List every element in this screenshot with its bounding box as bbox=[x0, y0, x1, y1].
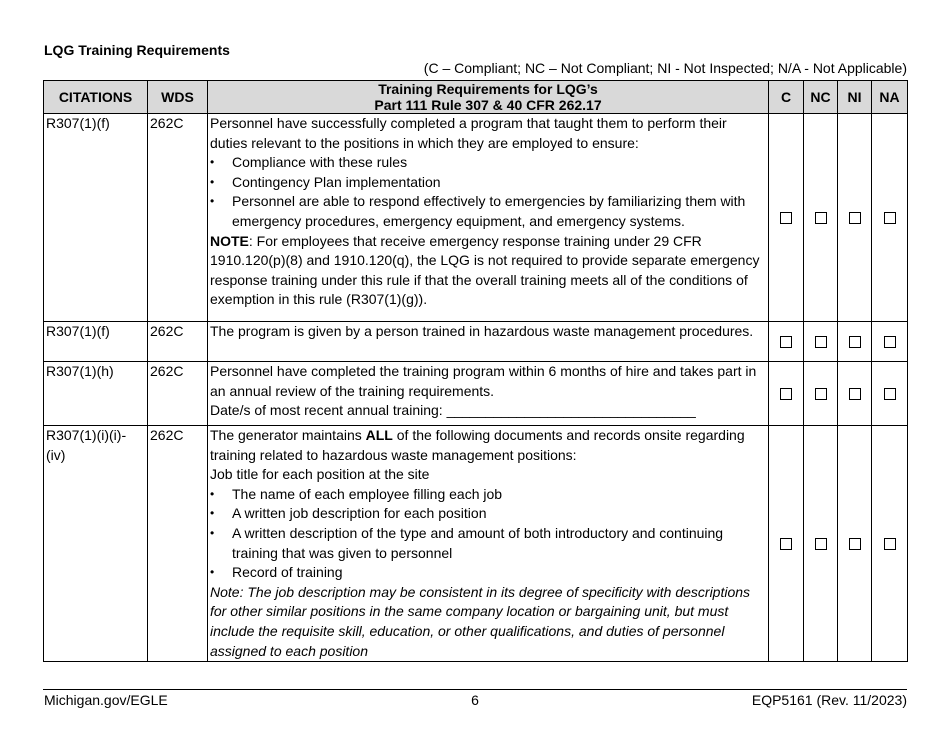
checkbox-icon bbox=[780, 212, 792, 224]
checkbox-c[interactable] bbox=[769, 322, 804, 362]
compliance-legend: (C – Compliant; NC – Not Compliant; NI - Not Inspected; N/A - Not Applicable) bbox=[423, 60, 907, 76]
checkbox-ni[interactable] bbox=[838, 426, 872, 662]
table-row bbox=[44, 114, 908, 322]
footer-page-number: 6 bbox=[471, 692, 479, 708]
citation-cell: R307(1)(f) bbox=[44, 322, 148, 362]
intro-pre: The generator maintains bbox=[210, 427, 366, 443]
footer-website: Michigan.gov/EGLE bbox=[44, 692, 168, 708]
list-item: • Record of training bbox=[232, 563, 766, 583]
checkbox-ni[interactable] bbox=[838, 322, 872, 362]
wds-cell: 262C bbox=[148, 426, 208, 662]
header-wds: WDS bbox=[148, 81, 208, 114]
citation-cell: R307(1)(i)(i)-(iv) bbox=[44, 426, 148, 662]
requirement-text: Personnel have completed the training program within 6 months of hire and takes part in an annual review of the training requirements. bbox=[210, 363, 757, 399]
requirement-note: Note: The job description may be consistent in its degree of specificity with descriptions for other similar positions in the same company location or bargaining unit, but must include the requisite skill, education, or other qualifications, and duties of personnel assigned to each position bbox=[210, 583, 751, 659]
checkbox-c[interactable] bbox=[769, 362, 804, 426]
footer-form-number: EQP5161 (Rev. 11/2023) bbox=[751, 692, 907, 708]
checkbox-icon bbox=[815, 538, 827, 550]
checkbox-nc[interactable] bbox=[804, 114, 838, 322]
list-item: • Compliance with these rules bbox=[232, 153, 766, 173]
header-ni: NI bbox=[838, 81, 872, 114]
requirement-cell bbox=[208, 114, 769, 322]
checkbox-icon bbox=[849, 388, 861, 400]
checkbox-c[interactable] bbox=[769, 426, 804, 662]
wds-cell: 262C bbox=[148, 322, 208, 362]
list-item: • Personnel are able to respond effectively to emergencies by familiarizing them with emergency procedures, emergency equipment, and emergency systems. bbox=[232, 192, 766, 231]
checkbox-na[interactable] bbox=[872, 426, 908, 662]
table-row bbox=[44, 322, 908, 362]
requirement-intro: Personnel have successfully completed a program that taught them to perform their duties relevant to the positions in which they are employed to ensure: bbox=[210, 115, 727, 151]
intro-bold: ALL bbox=[365, 427, 393, 443]
requirement-note bbox=[210, 232, 766, 310]
annual-training-date-field[interactable]: Date/s of most recent annual training: ________________________________ bbox=[210, 402, 696, 419]
wds-cell: 262C bbox=[148, 114, 208, 322]
wds-cell: 262C bbox=[148, 362, 208, 426]
list-item: • A written job description for each position bbox=[232, 504, 766, 524]
checkbox-c[interactable] bbox=[769, 114, 804, 322]
footer-divider bbox=[43, 689, 907, 690]
checkbox-ni[interactable] bbox=[838, 114, 872, 322]
checkbox-na[interactable] bbox=[872, 114, 908, 322]
checkbox-icon bbox=[849, 212, 861, 224]
intro-post: of the following documents and records onsite regarding training related to hazardous waste management positions: bbox=[210, 427, 745, 463]
header-c: C bbox=[769, 81, 804, 114]
page-title: LQG Training Requirements bbox=[44, 42, 230, 58]
table-row bbox=[44, 426, 908, 662]
checkbox-icon bbox=[815, 212, 827, 224]
requirement-intro bbox=[210, 426, 766, 465]
list-item: • The name of each employee filling each job bbox=[232, 485, 766, 505]
header-nc: NC bbox=[804, 81, 838, 114]
list-item: • Contingency Plan implementation bbox=[232, 173, 766, 193]
checkbox-icon bbox=[884, 336, 896, 348]
checkbox-icon bbox=[849, 336, 861, 348]
note-label: NOTE bbox=[210, 232, 249, 249]
header-requirements-line1: Training Requirements for LQG’s bbox=[378, 81, 598, 97]
checkbox-nc[interactable] bbox=[804, 362, 838, 426]
note-text: : For employees that receive emergency response training under 29 CFR 1910.120(p)(8) and 1910.120(q), the LQG is not required to provide separate emergency response training under this rule if that the overall training meets all of the conditions of exemption in this rule (R307(1)(g)). bbox=[210, 232, 760, 308]
job-title-line: Job title for each position at the site bbox=[210, 466, 430, 483]
header-requirements-line2: Part 111 Rule 307 & 40 CFR 262.17 bbox=[374, 97, 602, 113]
checkbox-icon bbox=[884, 388, 896, 400]
requirement-cell bbox=[208, 426, 769, 662]
checkbox-nc[interactable] bbox=[804, 322, 838, 362]
checkbox-icon bbox=[884, 538, 896, 550]
checkbox-icon bbox=[780, 538, 792, 550]
header-na: NA bbox=[872, 81, 908, 114]
header-citations: CITATIONS bbox=[44, 81, 148, 114]
requirement-cell bbox=[208, 362, 769, 426]
citation-cell: R307(1)(f) bbox=[44, 114, 148, 322]
checkbox-icon bbox=[780, 336, 792, 348]
checkbox-na[interactable] bbox=[872, 322, 908, 362]
requirement-cell: The program is given by a person trained in hazardous waste management procedures. bbox=[208, 322, 769, 362]
checkbox-na[interactable] bbox=[872, 362, 908, 426]
list-item: • A written description of the type and amount of both introductory and continuing training that was given to personnel bbox=[232, 524, 766, 563]
checkbox-icon bbox=[780, 388, 792, 400]
table-header-row bbox=[44, 81, 908, 114]
checkbox-icon bbox=[815, 388, 827, 400]
checkbox-icon bbox=[849, 538, 861, 550]
checkbox-nc[interactable] bbox=[804, 426, 838, 662]
requirement-bullets bbox=[210, 153, 766, 231]
training-requirements-table bbox=[43, 80, 908, 662]
requirement-bullets bbox=[210, 485, 766, 583]
checkbox-icon bbox=[884, 212, 896, 224]
checkbox-icon bbox=[815, 336, 827, 348]
citation-cell: R307(1)(h) bbox=[44, 362, 148, 426]
table-row bbox=[44, 362, 908, 426]
header-requirements bbox=[208, 81, 769, 114]
checkbox-ni[interactable] bbox=[838, 362, 872, 426]
